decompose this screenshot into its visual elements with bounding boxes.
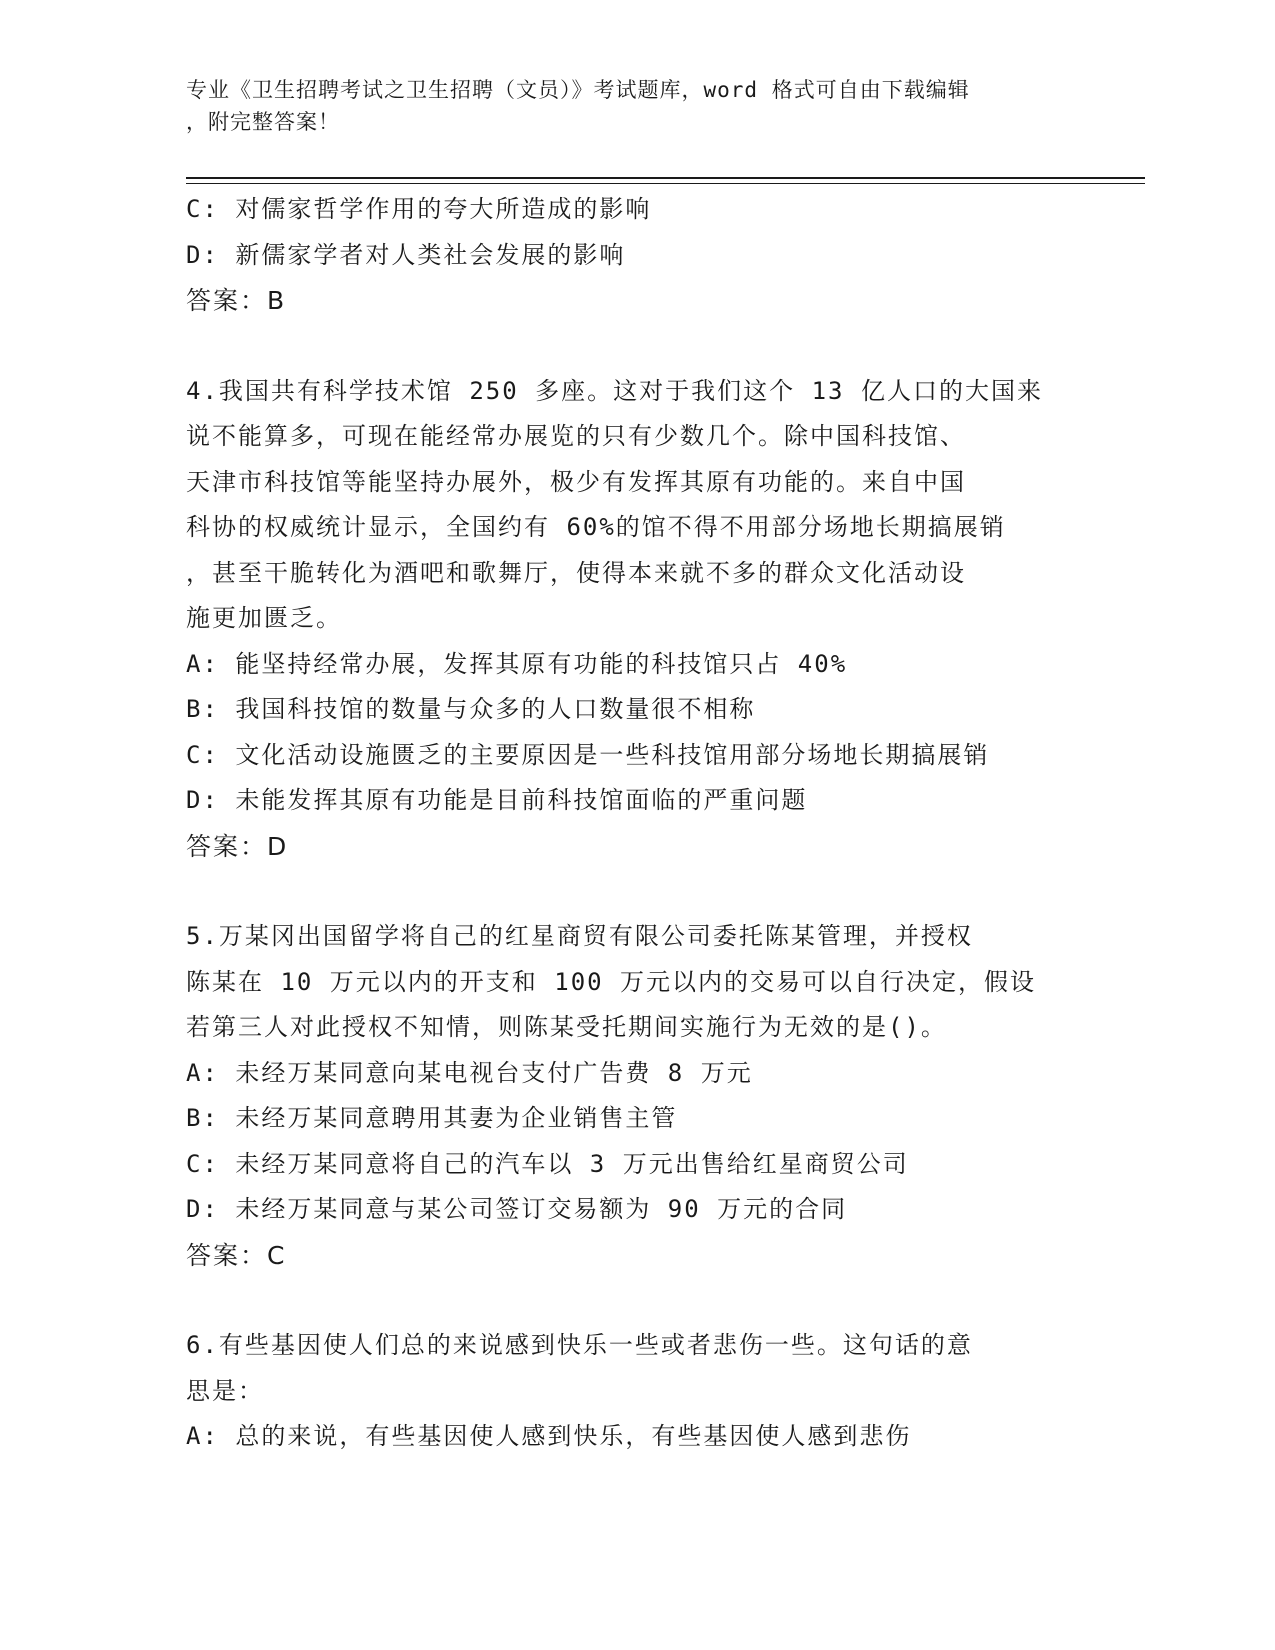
answer-line: 答案：D	[186, 831, 289, 861]
question-stem-line: 4.我国共有科学技术馆 250 多座。这对于我们这个 13 亿人口的大国来	[186, 376, 1043, 405]
header-line-2: ，附完整答案！	[186, 110, 340, 134]
option-d: D: 未经万某同意与某公司签订交易额为 90 万元的合同	[186, 1195, 848, 1223]
option-d: D: 未能发挥其原有功能是目前科技馆面临的严重问题	[186, 786, 808, 814]
question-stem-line: 5.万某冈出国留学将自己的红星商贸有限公司委托陈某管理，并授权	[186, 922, 973, 950]
header-line-1: 专业《卫生招聘考试之卫生招聘（文员）》考试题库，word 格式可自由下载编辑	[186, 78, 970, 102]
option-c: C: 文化活动设施匮乏的主要原因是一些科技馆用部分场地长期搞展销	[186, 740, 990, 769]
option-a: A: 能坚持经常办展，发挥其原有功能的科技馆只占 40%	[186, 649, 848, 678]
option-a: A: 未经万某同意向某电视台支付广告费 8 万元	[186, 1058, 753, 1087]
option-d: D: 新儒家学者对人类社会发展的影响	[186, 240, 626, 269]
question-stem-line: 施更加匮乏。	[186, 604, 342, 632]
question-stem-line: 说不能算多，可现在能经常办展览的只有少数几个。除中国科技馆、	[186, 422, 966, 450]
answer-line: 答案：B	[186, 286, 287, 315]
question-4	[186, 369, 1086, 870]
question-6	[186, 1323, 1086, 1460]
question-3-tail	[186, 187, 1086, 324]
question-stem-line: 若第三人对此授权不知情，则陈某受托期间实施行为无效的是()。	[186, 1013, 947, 1041]
question-stem-line: 科协的权威统计显示，全国约有 60%的馆不得不用部分场地长期搞展销	[186, 513, 1006, 541]
spacer	[186, 324, 1086, 369]
spacer	[186, 869, 1086, 914]
question-stem-line: 6.有些基因使人们总的来说感到快乐一些或者悲伤一些。这句话的意	[186, 1331, 973, 1359]
document-header	[186, 74, 1086, 138]
spacer	[186, 1278, 1086, 1323]
option-a: A: 总的来说，有些基因使人感到快乐，有些基因使人感到悲伤	[186, 1422, 912, 1450]
question-stem-line: 思是：	[186, 1376, 264, 1405]
question-stem-line: ，甚至干脆转化为酒吧和歌舞厅，使得本来就不多的群众文化活动设	[186, 558, 966, 587]
question-stem-line: 天津市科技馆等能坚持办展外，极少有发挥其原有功能的。来自中国	[186, 467, 966, 496]
option-c: C: 未经万某同意将自己的汽车以 3 万元出售给红星商贸公司	[186, 1149, 909, 1178]
header-divider-thin	[186, 183, 1145, 184]
question-stem-line: 陈某在 10 万元以内的开支和 100 万元以内的交易可以自行决定，假设	[186, 967, 1037, 996]
question-content	[186, 187, 1086, 1460]
header-divider-thick	[186, 177, 1145, 179]
option-c: C: 对儒家哲学作用的夸大所造成的影响	[186, 195, 652, 223]
answer-line: 答案：C	[186, 1240, 287, 1270]
question-5	[186, 914, 1086, 1278]
option-b: B: 未经万某同意聘用其妻为企业销售主管	[186, 1104, 678, 1132]
option-b: B: 我国科技馆的数量与众多的人口数量很不相称	[186, 695, 756, 723]
